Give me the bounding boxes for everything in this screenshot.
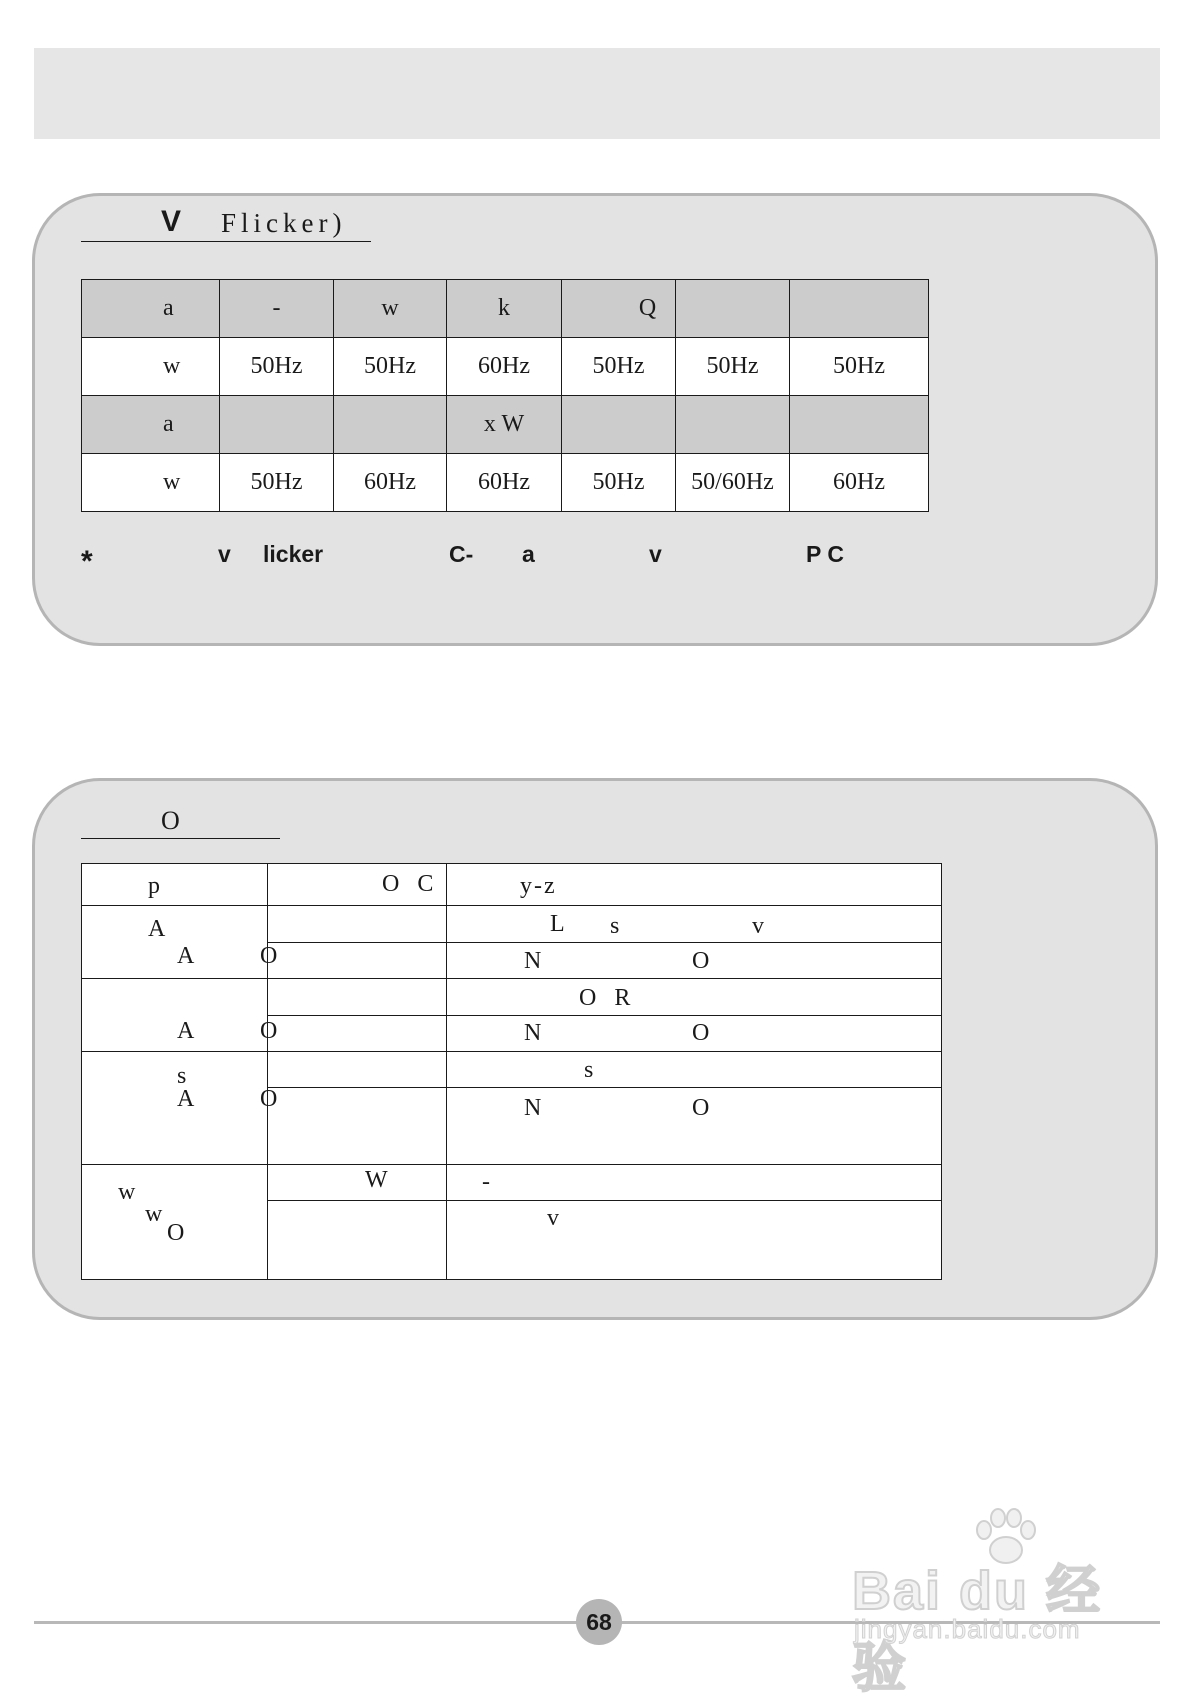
- cell-text: O: [692, 1020, 710, 1046]
- table-row: [82, 280, 929, 338]
- header-band: [34, 48, 1160, 139]
- table-cell: [676, 396, 790, 454]
- frequency-table: [81, 279, 929, 512]
- group3-label: A: [177, 1086, 195, 1112]
- note-part: a: [522, 541, 535, 567]
- table-cell: x W: [447, 396, 562, 454]
- table-row: [82, 338, 929, 396]
- table-cell: k: [447, 280, 562, 338]
- table-row: [82, 396, 929, 454]
- watermark-brand: Bai du 经验: [852, 1561, 1103, 1698]
- baidu-watermark: [852, 1508, 1132, 1698]
- note-part: C-: [449, 541, 474, 567]
- table-cell: 50Hz: [220, 338, 334, 396]
- table-cell: 50Hz: [562, 338, 676, 396]
- note-part: v: [218, 541, 231, 567]
- row-divider: [82, 978, 942, 979]
- row-divider: [82, 905, 942, 906]
- table-cell: [790, 280, 929, 338]
- header-col2: O C: [382, 871, 440, 897]
- cell-text: v: [752, 913, 764, 939]
- table-cell: w: [82, 338, 220, 396]
- cell-text: v: [547, 1205, 559, 1231]
- note-part: licker: [263, 541, 324, 567]
- group2-label: A: [177, 1018, 195, 1044]
- cell-text: N: [524, 1020, 542, 1046]
- table-cell: 60Hz: [447, 454, 562, 512]
- row-divider: [82, 1164, 942, 1165]
- table-cell: 50Hz: [790, 338, 929, 396]
- col-divider: [267, 864, 268, 1280]
- note-star: *: [81, 545, 93, 578]
- table-cell: [334, 396, 447, 454]
- output-table: [81, 863, 942, 1280]
- table-cell: 60Hz: [334, 454, 447, 512]
- group3-label: s: [177, 1063, 187, 1089]
- table-cell: a: [82, 396, 220, 454]
- table-cell: a: [82, 280, 220, 338]
- watermark-url: jingyan.baidu.com: [854, 1614, 1081, 1644]
- group2-label: O: [260, 1018, 278, 1044]
- group3-label: O: [260, 1086, 278, 1112]
- table-cell: 50/60Hz: [676, 454, 790, 512]
- note-part: v: [649, 541, 662, 567]
- cell-text: O: [692, 1095, 710, 1121]
- header-col3: y-z: [520, 873, 557, 899]
- group4-label: w: [145, 1201, 163, 1227]
- row-divider: [267, 942, 942, 943]
- table-cell: Q: [562, 280, 676, 338]
- header-col1: p: [148, 873, 160, 899]
- cell-text: W: [365, 1167, 388, 1193]
- cell-text: O: [692, 948, 710, 974]
- col-divider: [446, 864, 447, 1280]
- table-row: [82, 454, 929, 512]
- table-cell: 50Hz: [562, 454, 676, 512]
- flicker-note: [81, 541, 1041, 578]
- table-cell: [676, 280, 790, 338]
- group4-label: O: [167, 1220, 185, 1246]
- output-section-title: O: [81, 801, 280, 839]
- row-divider: [82, 1051, 942, 1052]
- note-part: P C: [806, 541, 844, 567]
- table-cell: w: [82, 454, 220, 512]
- cell-text: N: [524, 1095, 542, 1121]
- output-panel: [32, 778, 1158, 1320]
- table-cell: w: [334, 280, 447, 338]
- table-cell: [790, 396, 929, 454]
- table-cell: [562, 396, 676, 454]
- group1-label: A: [177, 943, 195, 969]
- row-divider: [267, 1015, 942, 1016]
- row-divider: [267, 1200, 942, 1201]
- table-cell: [220, 396, 334, 454]
- page-number: 68: [576, 1599, 622, 1645]
- cell-text: L: [550, 911, 565, 937]
- cell-text: s: [584, 1057, 594, 1083]
- table-cell: 50Hz: [676, 338, 790, 396]
- cell-text: N: [524, 948, 542, 974]
- group1-label: A: [148, 916, 166, 942]
- table-cell: 60Hz: [447, 338, 562, 396]
- cell-text: O R: [579, 985, 637, 1011]
- table-cell: -: [220, 280, 334, 338]
- table-cell: 50Hz: [334, 338, 447, 396]
- group1-label: O: [260, 943, 278, 969]
- flicker-panel: [32, 193, 1158, 646]
- table-cell: 50Hz: [220, 454, 334, 512]
- group4-label: w: [118, 1179, 136, 1205]
- cell-text: s: [610, 913, 620, 939]
- table-cell: 60Hz: [790, 454, 929, 512]
- cell-text: -: [482, 1169, 490, 1195]
- flicker-section-title: V Flicker): [81, 204, 371, 242]
- row-divider: [267, 1087, 942, 1088]
